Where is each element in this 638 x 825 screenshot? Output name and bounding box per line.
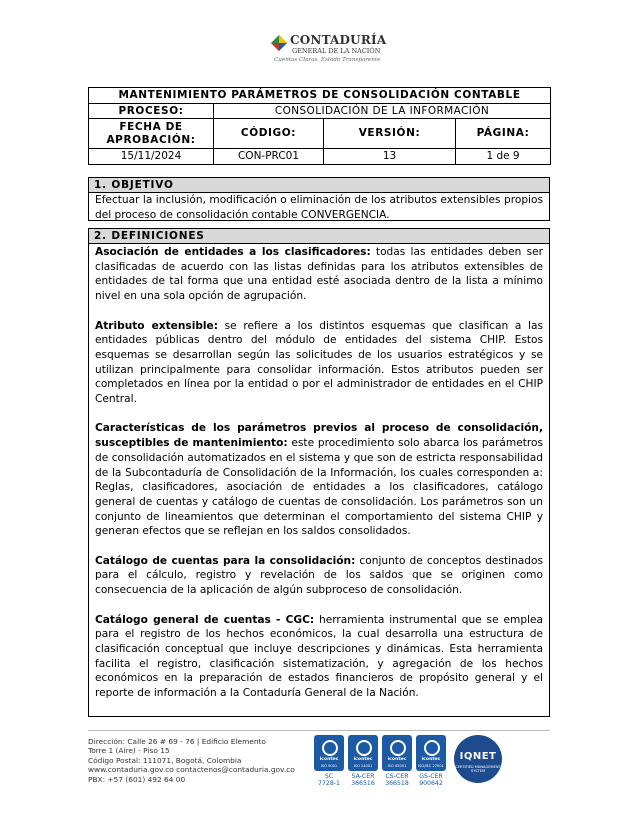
icontec-cert-badge [348, 735, 378, 795]
version-label: VERSIÓN: [324, 119, 456, 149]
definition-term: Catálogo de cuentas para la consolidación: [95, 554, 356, 567]
icontec-icon: icontec ISO 45001 [382, 735, 412, 771]
document-title: MANTENIMIENTO PARÁMETROS DE CONSOLIDACIÓN CONTABLE [89, 88, 551, 104]
section-title: 1. OBJETIVO [89, 178, 549, 193]
institution-logo [268, 32, 387, 66]
fecha-aprobacion-label [89, 119, 214, 149]
icontec-icon: icontec ISO/IEC 27001 [416, 735, 446, 771]
certification-logos [314, 735, 504, 795]
pagina-label: PÁGINA: [456, 119, 551, 149]
footer-phone: PBX: +57 (601) 492 64 00 [88, 774, 186, 784]
icontec-cert-badge [382, 735, 412, 795]
iqnet-name: IQNET [459, 751, 497, 762]
cert-code: SA-CER 366516 [351, 773, 375, 787]
definition-term: Características de los parámetros previos al proceso de consolidación, susceptibles de mantenimiento: [95, 422, 543, 450]
footer-contact [88, 737, 295, 784]
proceso-label: PROCESO: [89, 104, 214, 119]
definition-term: Atributo extensible: [95, 319, 218, 332]
codigo-label: CÓDIGO: [214, 119, 324, 149]
logo-mark-icon [268, 34, 290, 56]
definition-text: se refiere a los distintos esquemas que clasifican a las entidades públicas dentro del módulo de entidades del sistema CHIP. Estos esquemas se desarrollan según las solicitudes de los usuarios estratégicos y se utilizan principalmente para consolidar información. Estos atributos pueden ser completados en línea por la entidad o por el administrador de entidades en el CHIP Central. [95, 319, 543, 406]
footer-tower: Torre 1 (Aire) - Piso 15 [88, 746, 170, 756]
fecha-value: 15/11/2024 [89, 149, 214, 165]
proceso-value: CONSOLIDACIÓN DE LA INFORMACIÓN [214, 104, 551, 119]
footer-postal: Código Postal: 111071, Bogotá, Colombia [88, 755, 242, 765]
definition-text: todas las entidades deben ser clasificadas de acuerdo con las listas definidas para los atributos extensibles de entidades de tal forma que una entidad esté asociada dentro de la lista a mínimo nivel en una sola opción de agrupación. [95, 246, 543, 303]
definition-term: Catálogo general de cuentas - CGC: [95, 613, 315, 626]
version-value: 13 [324, 149, 456, 165]
definition-paragraph [95, 245, 543, 304]
definition-paragraph [95, 319, 543, 407]
fecha-label-line-2: APROBACIÓN: [106, 133, 196, 146]
definition-paragraph [95, 554, 543, 598]
section-title: 2. DEFINICIONES [89, 229, 549, 244]
icontec-icon: icontec ISO 9001 [314, 735, 344, 771]
pagina-value: 1 de 9 [456, 149, 551, 165]
definition-paragraph [95, 613, 543, 701]
logo-tagline: Cuentas Claras, Estado Transparente [274, 57, 381, 63]
footer-divider [88, 730, 550, 731]
definition-term: Asociación de entidades a los clasificadores: [95, 246, 371, 258]
section-definiciones [88, 228, 550, 717]
cert-code: CS-CER 366518 [385, 773, 409, 787]
cert-code: SC 7728-1 [318, 773, 340, 787]
objetivo-text: Efectuar la inclusión, modificación o eliminación de los atributos extensibles propios del proceso de consolidación contable CONVERGENCIA. [95, 194, 543, 221]
footer-address: Dirección: Calle 26 # 69 - 76 | Edificio Elemento [88, 737, 266, 746]
icontec-cert-badge [314, 735, 344, 795]
icontec-icon: icontec ISO 14001 [348, 735, 378, 771]
fecha-label-line-1: FECHA DE [119, 120, 183, 133]
section-objetivo [88, 177, 550, 221]
definition-text: herramienta instrumental que se emplea para el registro de los hechos económicos, la cual desarrolla una estructura de clasificación conceptual que incluye descripciones y dinámicas. Esta herramienta facilita el registro, clasificación sistematización, y agregación de los hechos económicos en la preparación de estados financieros de propósito general y el reporte de información a la Contaduría General de la Nación. [95, 613, 543, 700]
definition-text: conjunto de conceptos destinados para el cálculo, registro y revelación de los saldos que se originen como consecuencia de la aplicación de algún subproceso de consolidación. [95, 554, 543, 597]
codigo-value: CON-PRC01 [214, 149, 324, 165]
logo-subtitle: GENERAL DE LA NACIÓN [292, 47, 381, 55]
definiciones-body [89, 244, 549, 701]
definition-text: este procedimiento solo abarca los parámetros de consolidación automatizados en el sistema y que son de estricta responsabilidad de la Subcontaduría de Consolidación de la Información, los cuales corresponden a: Reglas, clasificadores, asociación de entidades a los clasificadores, catálogo general de cuentas y catálogo de cuentas de consolidación. Los parámetros son un conjunto de lineamientos que determinan el comportamiento del sistema CHIP y generan efectos que se reflejan en los saldos consolidados. [95, 437, 544, 538]
iqnet-logo-icon [454, 735, 502, 783]
footer-web-email: www.contaduria.gov.co contactenos@contaduria.gov.co [88, 765, 295, 775]
cert-code: GS-CER 900642 [419, 773, 443, 787]
icontec-cert-badge [416, 735, 446, 795]
document-header-table [88, 87, 551, 165]
iqnet-sub: CERTIFIED MANAGEMENT SYSTEM [455, 765, 501, 773]
logo-name: CONTADURÍA [290, 33, 387, 47]
definition-paragraph [95, 421, 543, 539]
